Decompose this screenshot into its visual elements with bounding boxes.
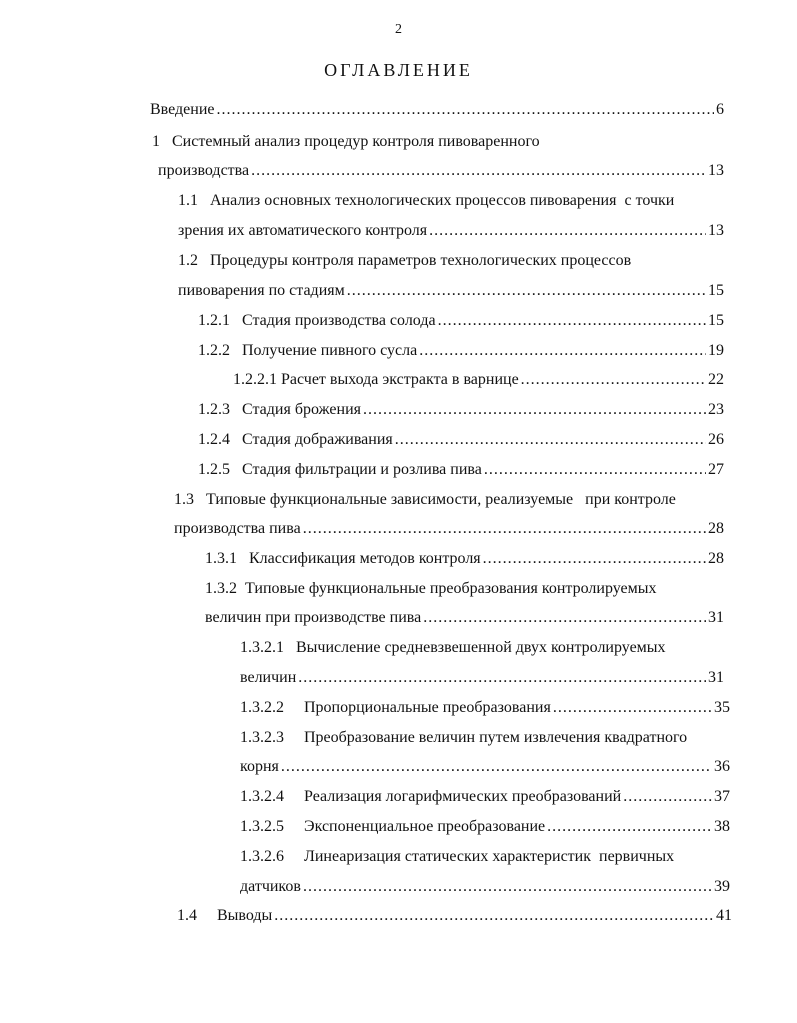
toc-entry-title: 1.3.2.4 Реализация логарифмических преобразований <box>240 788 622 805</box>
toc-entry-1-2[interactable] <box>178 249 631 273</box>
toc-entry-1-3-2-5[interactable] <box>240 815 730 839</box>
toc-entry-1-2-5[interactable] <box>198 458 724 482</box>
toc-entry-title: 1.4 Выводы <box>177 907 273 924</box>
toc-entry-1-3-2[interactable] <box>205 577 657 601</box>
toc-entry-title: 1.3.2.2 Пропорциональные преобразования <box>240 699 551 716</box>
toc-leader-dots <box>251 159 706 183</box>
toc-entry-title-cont: величин при производстве пива <box>205 609 422 626</box>
toc-entry-1-2-2[interactable] <box>198 339 724 363</box>
toc-page-number: 23 <box>708 401 724 418</box>
toc-entry-title: 1.2.5 Стадия фильтрации и розлива пива <box>198 461 482 478</box>
toc-entry-title-cont: производства пива <box>174 520 301 537</box>
toc-page-number: 35 <box>714 699 730 716</box>
toc-page-number: 36 <box>714 758 730 775</box>
toc-entry-title-cont: зрения их автоматического контроля <box>178 222 428 239</box>
page-number: 2 <box>395 22 402 37</box>
toc-entry-title: 1 Системный анализ процедур контроля пивоваренного <box>152 133 540 150</box>
toc-entry-chapter-1-cont[interactable] <box>158 159 724 183</box>
toc-entry-chapter-1[interactable] <box>152 130 540 154</box>
toc-leader-dots <box>303 517 706 541</box>
toc-entry-1-2-3[interactable] <box>198 398 724 422</box>
toc-entry-title: 1.3.2.3 Преобразование величин путем извлечения квадратного <box>240 729 688 746</box>
toc-page-number: 22 <box>708 371 724 388</box>
toc-entry-1-3-2-6-cont[interactable] <box>240 875 730 899</box>
toc-entry-1-3-1[interactable] <box>205 547 724 571</box>
toc-entry-title-cont: корня <box>240 758 279 775</box>
toc-entry-1-2-2-1[interactable] <box>233 368 724 392</box>
page-title: ОГЛАВЛЕНИЕ <box>324 60 473 80</box>
toc-page-number: 6 <box>716 101 724 118</box>
toc-leader-dots <box>395 428 706 452</box>
toc-entry-1-3-2-3-cont[interactable] <box>240 755 730 779</box>
toc-page-number: 13 <box>708 162 724 179</box>
toc-leader-dots <box>547 815 712 839</box>
toc-leader-dots <box>484 458 706 482</box>
toc-entry-1-3-2-3[interactable] <box>240 726 687 750</box>
toc-leader-dots <box>217 98 715 122</box>
toc-entry-title-cont: датчиков <box>240 878 301 895</box>
toc-page-number: 28 <box>708 520 724 537</box>
toc-page-number: 15 <box>708 312 724 329</box>
toc-entry-title-cont: величин <box>240 669 297 686</box>
toc-entry-1-2-1[interactable] <box>198 309 724 333</box>
toc-page-number: 28 <box>708 550 724 567</box>
toc-entry-title: 1.3.2 Типовые функциональные преобразования контролируемых <box>205 580 657 597</box>
toc-entry-1-1[interactable] <box>178 189 674 213</box>
toc-entry-1-2-4[interactable] <box>198 428 724 452</box>
toc-page-number: 13 <box>708 222 724 239</box>
toc-page-number: 26 <box>708 431 724 448</box>
toc-leader-dots <box>303 875 712 899</box>
toc-entry-title-cont: производства <box>158 162 250 179</box>
toc-entry-title: 1.2.2 Получение пивного сусла <box>198 342 418 359</box>
toc-entry-1-3-2-1[interactable] <box>240 636 666 660</box>
toc-page-number: 27 <box>708 461 724 478</box>
toc-page-number: 31 <box>708 609 724 626</box>
toc-leader-dots <box>419 339 706 363</box>
toc-page-number: 15 <box>708 282 724 299</box>
toc-entry-title: 1.2.3 Стадия брожения <box>198 401 361 418</box>
toc-leader-dots <box>423 606 706 630</box>
toc-entry-introduction[interactable] <box>150 98 724 122</box>
toc-entry-title: 1.2.4 Стадия дображивания <box>198 431 393 448</box>
toc-entry-title: 1.2.1 Стадия производства солода <box>198 312 436 329</box>
toc-leader-dots <box>623 785 712 809</box>
toc-entry-title: 1.3.1 Классификация методов контроля <box>205 550 481 567</box>
toc-page-number: 31 <box>708 669 724 686</box>
toc-entry-title: 1.3 Типовые функциональные зависимости, реализуемые при контроле <box>174 491 676 508</box>
toc-entry-1-3-cont[interactable] <box>174 517 724 541</box>
toc-entry-1-3-2-2[interactable] <box>240 696 730 720</box>
toc-entry-title-cont: пивоварения по стадиям <box>178 282 345 299</box>
toc-entry-1-3-2-6[interactable] <box>240 845 674 869</box>
toc-page-number: 38 <box>714 818 730 835</box>
toc-leader-dots <box>298 666 706 690</box>
toc-page-number: 37 <box>714 788 730 805</box>
toc-leader-dots <box>281 755 712 779</box>
toc-entry-1-4[interactable] <box>177 904 732 928</box>
toc-leader-dots <box>483 547 706 571</box>
toc-entry-1-3-2-1-cont[interactable] <box>240 666 724 690</box>
toc-entry-1-3[interactable] <box>174 488 676 512</box>
toc-entry-title: 1.2 Процедуры контроля параметров технологических процессов <box>178 252 632 269</box>
toc-entry-1-3-2-cont[interactable] <box>205 606 724 630</box>
toc-leader-dots <box>553 696 712 720</box>
toc-leader-dots <box>438 309 706 333</box>
toc-entry-1-1-cont[interactable] <box>178 219 724 243</box>
toc-entry-title: 1.3.2.6 Линеаризация статических характеристик первичных <box>240 848 675 865</box>
toc-leader-dots <box>363 398 706 422</box>
toc-entry-title: 1.3.2.5 Экспоненциальное преобразование <box>240 818 546 835</box>
toc-leader-dots <box>521 368 706 392</box>
toc-entry-1-2-cont[interactable] <box>178 279 724 303</box>
toc-page-number: 19 <box>708 342 724 359</box>
toc-entry-title: 1.2.2.1 Расчет выхода экстракта в варнице <box>233 371 519 388</box>
toc-entry-title: 1.3.2.1 Вычисление средневзвешенной двух контролируемых <box>240 639 666 656</box>
toc-page-number: 39 <box>714 878 730 895</box>
toc-entry-1-3-2-4[interactable] <box>240 785 730 809</box>
toc-leader-dots <box>347 279 706 303</box>
toc-leader-dots <box>429 219 706 243</box>
toc-leader-dots <box>274 904 714 928</box>
toc-page-number: 41 <box>716 907 732 924</box>
toc-entry-title: Введение <box>150 101 215 118</box>
toc-entry-title: 1.1 Анализ основных технологических процессов пивоварения с точки <box>178 192 675 209</box>
